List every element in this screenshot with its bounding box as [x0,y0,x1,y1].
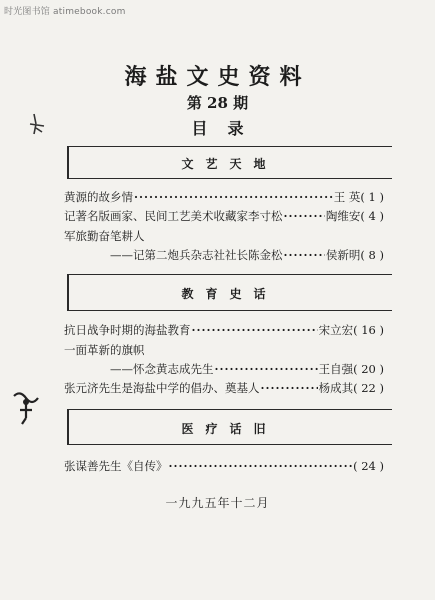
section-heading: 医疗话旧 [181,422,278,436]
toc-entry [64,189,384,205]
entry-title: 一面革新的旗帜 [64,343,145,357]
entry-author: 杨成其 [318,381,354,395]
rule-sec1-bottom [67,178,392,179]
entry-subtitle: ——记第二炮兵杂志社社长陈金松 [110,248,283,262]
punch-mark-top [26,112,48,140]
section-heading: 文艺天地 [181,157,278,171]
section-heading: 教育史话 [181,287,278,301]
toc-entry [64,322,384,338]
entry-author: 王 英 [333,190,361,204]
watermark: 时光图书馆 atimebook.com [4,7,126,17]
leader-dots [169,459,353,473]
entry-title: 张谋善先生《自传》 [64,459,168,473]
leader-dots [215,362,318,376]
toc-entry [64,208,384,224]
leader-dots [134,190,333,204]
entry-title: 黄源的故乡情 [64,190,133,204]
toc-entry [64,247,384,263]
toc-entry [64,458,384,474]
entry-author: 宋立宏 [318,323,354,337]
entry-title: 张元济先生是海盐中学的倡办、奠基人 [64,381,260,395]
rule-sec3-bottom [67,444,392,445]
leader-dots [284,248,325,262]
leader-dots [284,209,325,223]
entry-author: 王自强 [318,362,354,376]
page-title: 海盐文史资料 [124,64,311,90]
entry-title: 军旅勤奋笔耕人 [64,229,145,243]
entry-author: 侯新明 [325,248,361,262]
toc-entry [64,380,384,396]
entry-title: 记著名版画家、民间工艺美术收藏家李寸松 [64,209,283,223]
rule-sec3-top [67,409,392,410]
entry-page: ( 4 ) [360,209,384,223]
leader-dots [192,323,318,337]
publication-date: 一九九五年十二月 [165,496,270,510]
rule-top [67,146,392,147]
rule-sec2-bottom [67,310,392,311]
entry-author: 陶维安 [325,209,361,223]
entry-page: ( 24 ) [353,459,384,473]
contents-heading: 目录 [191,119,264,138]
toc-entry [64,361,384,377]
leader-dots [261,381,318,395]
entry-page: ( 22 ) [353,381,384,395]
entry-page: ( 20 ) [353,362,384,376]
issue-number: 第 28 期 [186,94,249,112]
entry-subtitle: ——怀念黄志成先生 [110,362,214,376]
punch-mark-bottom [10,388,44,426]
entry-page: ( 1 ) [360,190,384,204]
entry-page: ( 8 ) [360,248,384,262]
entry-title: 抗日战争时期的海盐教育 [64,323,191,337]
rule-sec2-top [67,274,392,275]
entry-page: ( 16 ) [353,323,384,337]
